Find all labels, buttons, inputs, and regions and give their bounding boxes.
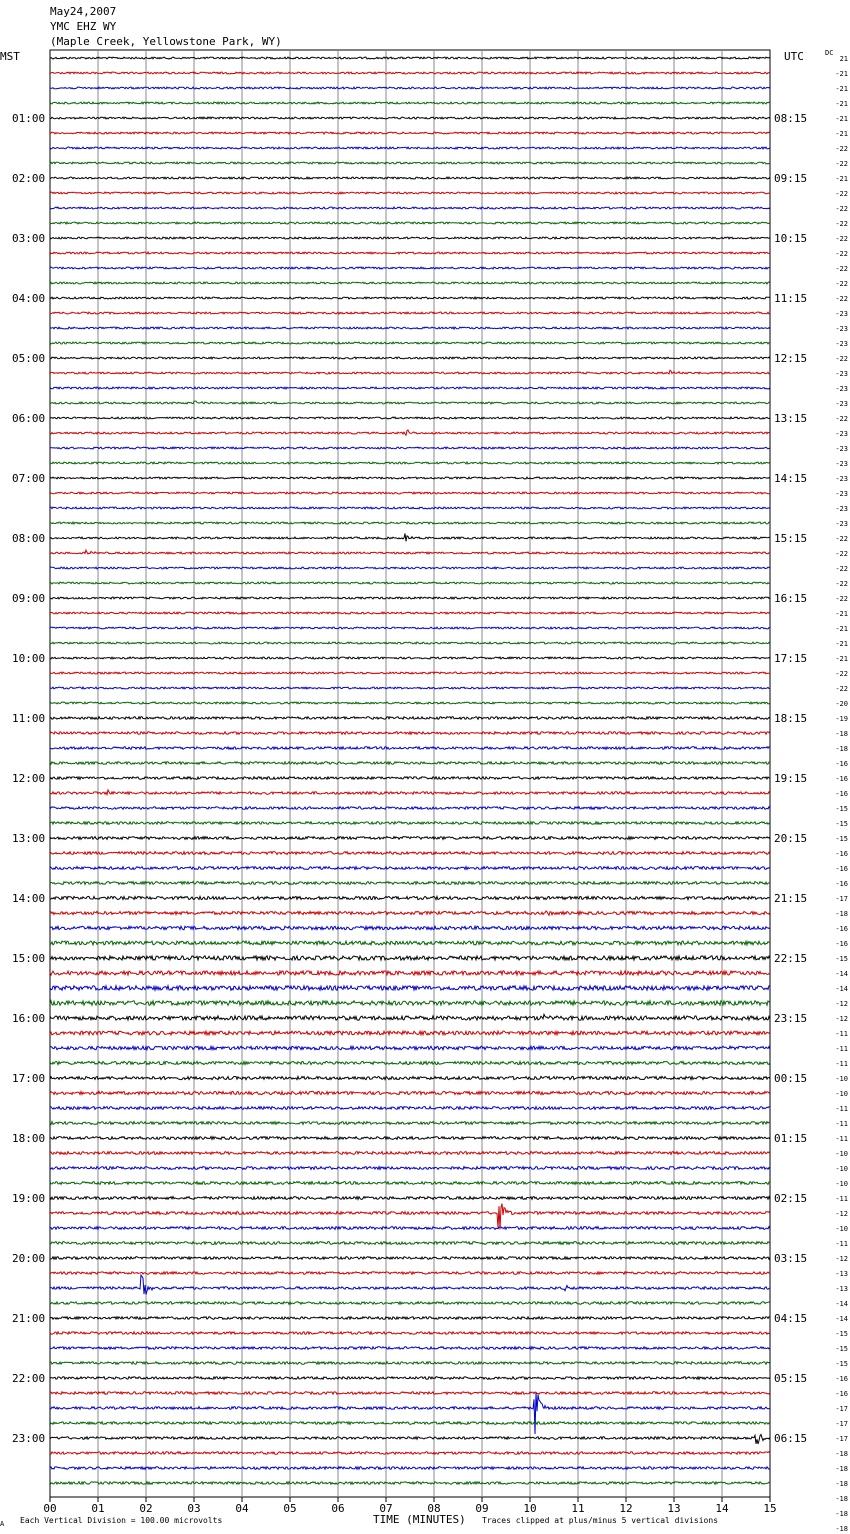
mst-hour-label: 07:00: [12, 472, 46, 485]
mst-hour-label: 06:00: [12, 412, 46, 425]
dc-offset-label: -18: [835, 1525, 848, 1533]
trace-row: [50, 1377, 770, 1380]
trace-row: [50, 732, 770, 735]
trace-row: [50, 941, 770, 945]
trace-row: [50, 507, 770, 509]
x-tick-label: 05: [283, 1502, 297, 1515]
utc-hour-label: 00:15: [774, 1072, 808, 1085]
trace-row: [50, 1422, 770, 1425]
dc-offset-label: -17: [835, 1405, 848, 1413]
trace-row: [50, 1167, 770, 1170]
dc-offset-label: -22: [835, 220, 848, 228]
utc-hour-label: 05:15: [774, 1372, 808, 1385]
dc-offset-label: -21: [835, 85, 848, 93]
trace-row: [50, 1091, 770, 1094]
trace-row: [50, 72, 770, 74]
trace-row: [50, 1152, 770, 1155]
trace-row: [50, 852, 770, 855]
trace-row: [50, 267, 770, 269]
dc-offset-label: -21: [835, 625, 848, 633]
trace-row: [50, 1302, 770, 1305]
x-tick-label: 00: [43, 1502, 57, 1515]
utc-hour-labels: [774, 112, 807, 1445]
trace-row: [50, 162, 770, 164]
dc-offset-label: -14: [835, 985, 848, 993]
trace-row: [50, 102, 770, 104]
dc-offset-label: -10: [835, 1165, 848, 1173]
dc-offset-label: -22: [835, 145, 848, 153]
utc-hour-label: 13:15: [774, 412, 808, 425]
x-tick-label: 11: [571, 1502, 585, 1515]
dc-offset-label: -16: [835, 865, 848, 873]
trace-row: [50, 567, 770, 569]
dc-offset-label: -20: [835, 700, 848, 708]
dc-offset-label: -18: [835, 1450, 848, 1458]
trace-row: [50, 177, 770, 179]
trace-row: [50, 747, 770, 750]
dc-offset-label: -15: [835, 1330, 848, 1338]
trace-row: [50, 1347, 770, 1350]
mst-hour-label: 11:00: [12, 712, 46, 725]
minute-grid: [50, 50, 770, 1497]
dc-offset-label: -23: [835, 385, 848, 393]
dc-offset-label: -16: [835, 925, 848, 933]
dc-offset-label: -21: [835, 70, 848, 78]
dc-offset-label: -16: [835, 775, 848, 783]
trace-row: [50, 986, 770, 990]
trace-row: [50, 582, 770, 584]
x-tick-label: 10: [523, 1502, 537, 1515]
dc-offset-label: -16: [835, 880, 848, 888]
dc-offset-label: -22: [835, 535, 848, 543]
dc-offset-label: -16: [835, 940, 848, 948]
utc-hour-label: 21:15: [774, 892, 808, 905]
trace-row: [50, 971, 770, 975]
dc-offset-label: -17: [835, 1435, 848, 1443]
trace-row: [50, 342, 770, 344]
utc-hour-label: 12:15: [774, 352, 808, 365]
dc-offset-label: -11: [835, 1240, 848, 1248]
trace-row: [50, 926, 770, 930]
trace-row: [50, 762, 770, 765]
trace-row: [50, 1317, 770, 1320]
trace-row: [50, 1046, 770, 1050]
trace-row: [50, 237, 770, 239]
dc-offset-label: -21: [835, 610, 848, 618]
dc-label: DC: [825, 49, 834, 57]
mst-hour-label: 21:00: [12, 1312, 46, 1325]
dc-offset-label: -22: [835, 295, 848, 303]
mst-hour-label: 08:00: [12, 532, 46, 545]
trace-row: [50, 401, 770, 404]
utc-hour-label: 02:15: [774, 1192, 808, 1205]
mst-hour-label: 14:00: [12, 892, 46, 905]
trace-row: [50, 1467, 770, 1470]
trace-row: [50, 1227, 770, 1230]
dc-offset-label: -16: [835, 760, 848, 768]
mst-hour-label: 22:00: [12, 1372, 46, 1385]
dc-offset-label: -22: [835, 160, 848, 168]
x-tick-label: 13: [667, 1502, 681, 1515]
dc-offset-label: -22: [835, 415, 848, 423]
mst-hour-labels: [12, 112, 45, 1445]
trace-row: [50, 417, 770, 419]
trace-row: [50, 822, 770, 825]
dc-offset-label: -22: [835, 265, 848, 273]
x-tick-label: 01: [91, 1502, 105, 1515]
dc-offset-label: -12: [835, 1000, 848, 1008]
mst-hour-label: 03:00: [12, 232, 46, 245]
utc-hour-label: 17:15: [774, 652, 808, 665]
trace-row: [50, 642, 770, 644]
trace-row: [50, 87, 770, 89]
mst-hour-label: 17:00: [12, 1072, 46, 1085]
dc-offset-label: -16: [835, 850, 848, 858]
trace-row: [50, 627, 770, 629]
dc-offset-label: -22: [835, 595, 848, 603]
dc-offset-label: -21: [835, 640, 848, 648]
utc-hour-label: 01:15: [774, 1132, 808, 1145]
utc-hour-label: 06:15: [774, 1432, 808, 1445]
utc-hour-label: 09:15: [774, 172, 808, 185]
mst-hour-label: 18:00: [12, 1132, 46, 1145]
dc-offset-label: -21: [835, 175, 848, 183]
trace-row: [50, 672, 770, 674]
utc-hour-label: 18:15: [774, 712, 808, 725]
x-tick-label: 04: [235, 1502, 249, 1515]
mst-hour-label: 13:00: [12, 832, 46, 845]
trace-row: [50, 1031, 770, 1035]
dc-offset-label: -23: [835, 370, 848, 378]
footer-clip-note: Traces clipped at plus/minus 5 vertical divisions: [482, 1516, 719, 1525]
dc-offset-label: -23: [835, 310, 848, 318]
trace-row: [50, 1197, 770, 1200]
dc-offset-label: -16: [835, 1375, 848, 1383]
trace-row: [50, 702, 770, 704]
x-tick-label: 15: [763, 1502, 777, 1515]
dc-offset-label: -22: [835, 685, 848, 693]
utc-hour-label: 15:15: [774, 532, 808, 545]
dc-offset-label: -22: [835, 235, 848, 243]
dc-offset-label: -21: [835, 655, 848, 663]
mst-hour-label: 02:00: [12, 172, 46, 185]
trace-row: [50, 1204, 770, 1230]
trace-row: [50, 252, 770, 254]
x-tick-label: 08: [427, 1502, 441, 1515]
trace-row: [50, 192, 770, 194]
dc-offset-label: -15: [835, 805, 848, 813]
dc-offset-label: -23: [835, 445, 848, 453]
dc-offset-label: -18: [835, 745, 848, 753]
trace-row: [50, 522, 770, 524]
mst-hour-label: 12:00: [12, 772, 46, 785]
dc-offset-label: -13: [835, 1270, 848, 1278]
dc-offset-label: -22: [835, 550, 848, 558]
footer-scale-note: Each Vertical Division = 100.00 microvolts: [20, 1516, 223, 1525]
trace-row: [50, 1122, 770, 1125]
mst-hour-label: 16:00: [12, 1012, 46, 1025]
dc-offset-label: -10: [835, 1225, 848, 1233]
mst-hour-label: 10:00: [12, 652, 46, 665]
dc-offset-label: -10: [835, 1090, 848, 1098]
utc-hour-label: 19:15: [774, 772, 808, 785]
trace-group: [50, 57, 770, 1484]
trace-row: [50, 387, 770, 389]
plot-frame: [50, 50, 770, 1497]
utc-hour-label: 14:15: [774, 472, 808, 485]
dc-offset-label: -14: [835, 970, 848, 978]
mst-hour-label: 09:00: [12, 592, 46, 605]
x-tick-label: 02: [139, 1502, 153, 1515]
dc-offset-label: -23: [835, 520, 848, 528]
corner-mark: A: [0, 1520, 5, 1528]
dc-offset-label: -18: [835, 1510, 848, 1518]
trace-row: [50, 1182, 770, 1185]
dc-offset-labels: [835, 55, 848, 1534]
station-label: YMC EHZ WY: [50, 20, 117, 33]
dc-offset-label: -22: [835, 280, 848, 288]
utc-hour-label: 22:15: [774, 952, 808, 965]
dc-offset-label: -15: [835, 955, 848, 963]
dc-offset-label: -15: [835, 1360, 848, 1368]
trace-row: [50, 896, 770, 899]
trace-row: [50, 1482, 770, 1485]
dc-offset-label: -11: [835, 1105, 848, 1113]
trace-row: [50, 837, 770, 840]
dc-offset-label: -17: [835, 895, 848, 903]
trace-row: [50, 956, 770, 960]
utc-hour-label: 11:15: [774, 292, 808, 305]
mst-hour-label: 19:00: [12, 1192, 46, 1205]
trace-row: [50, 1257, 770, 1260]
mst-hour-label: 23:00: [12, 1432, 46, 1445]
dc-offset-label: -22: [835, 580, 848, 588]
dc-offset-label: -22: [835, 355, 848, 363]
trace-row: [50, 657, 770, 659]
dc-offset-label: -10: [835, 1075, 848, 1083]
dc-offset-label: -15: [835, 820, 848, 828]
trace-row: [50, 790, 770, 795]
dc-offset-label: -22: [835, 190, 848, 198]
dc-offset-label: -19: [835, 715, 848, 723]
trace-row: [50, 447, 770, 449]
dc-offset-label: -13: [835, 1285, 848, 1293]
utc-hour-label: 16:15: [774, 592, 808, 605]
x-tick-label: 06: [331, 1502, 345, 1515]
dc-offset-label: -15: [835, 835, 848, 843]
trace-row: [50, 132, 770, 134]
trace-row: [50, 357, 770, 359]
dc-offset-label: -23: [835, 325, 848, 333]
mst-hour-label: 15:00: [12, 952, 46, 965]
trace-row: [50, 462, 770, 464]
utc-hour-label: 04:15: [774, 1312, 808, 1325]
trace-row: [50, 1107, 770, 1110]
trace-row: [50, 717, 770, 720]
right-timezone-label: UTC: [784, 50, 804, 63]
trace-row: [50, 1452, 770, 1455]
x-tick-label: 14: [715, 1502, 729, 1515]
dc-offset-label: -14: [835, 1300, 848, 1308]
dc-offset-label: -18: [835, 1480, 848, 1488]
trace-row: [50, 222, 770, 224]
mst-hour-label: 20:00: [12, 1252, 46, 1265]
dc-offset-label: -22: [835, 670, 848, 678]
mst-hour-label: 01:00: [12, 112, 46, 125]
dc-offset-label: -23: [835, 340, 848, 348]
x-tick-label: 07: [379, 1502, 393, 1515]
dc-offset-label: -16: [835, 790, 848, 798]
trace-row: [50, 911, 770, 915]
dc-offset-label: -17: [835, 1420, 848, 1428]
dc-offset-label: -22: [835, 205, 848, 213]
trace-row: [50, 327, 770, 329]
dc-offset-label: -18: [835, 910, 848, 918]
utc-hour-label: 08:15: [774, 112, 808, 125]
trace-row: [50, 882, 770, 885]
dc-offset-label: -22: [835, 565, 848, 573]
dc-offset-label: -21: [835, 100, 848, 108]
x-tick-label: 12: [619, 1502, 633, 1515]
dc-offset-label: -23: [835, 430, 848, 438]
dc-offset-label: -21: [835, 130, 848, 138]
trace-row: [50, 477, 770, 479]
trace-row: [50, 1076, 770, 1079]
trace-row: [50, 1014, 770, 1020]
trace-row: [50, 867, 770, 870]
dc-offset-label: -22: [835, 250, 848, 258]
trace-row: [50, 550, 770, 554]
utc-hour-label: 23:15: [774, 1012, 808, 1025]
trace-row: [50, 1332, 770, 1335]
dc-offset-label: 21: [839, 55, 848, 63]
trace-row: [50, 117, 770, 119]
dc-offset-label: -18: [835, 1495, 848, 1503]
location-label: (Maple Creek, Yellowstone Park, WY): [50, 35, 282, 48]
trace-row: [50, 1393, 770, 1434]
trace-row: [50, 687, 770, 689]
dc-offset-label: -18: [835, 1465, 848, 1473]
trace-row: [50, 370, 770, 374]
trace-row: [50, 1392, 770, 1395]
dc-offset-label: -23: [835, 475, 848, 483]
dc-offset-label: -12: [835, 1015, 848, 1023]
trace-row: [50, 147, 770, 149]
dc-offset-label: -11: [835, 1060, 848, 1068]
trace-row: [50, 777, 770, 780]
dc-offset-label: -21: [835, 115, 848, 123]
utc-hour-label: 20:15: [774, 832, 808, 845]
trace-row: [50, 1061, 770, 1064]
trace-row: [50, 312, 770, 314]
dc-offset-label: -11: [835, 1045, 848, 1053]
trace-row: [50, 597, 770, 599]
dc-offset-label: -11: [835, 1030, 848, 1038]
trace-row: [50, 1137, 770, 1140]
trace-row: [50, 492, 770, 494]
trace-row: [50, 207, 770, 209]
dc-offset-label: -10: [835, 1180, 848, 1188]
utc-hour-label: 10:15: [774, 232, 808, 245]
dc-offset-label: -23: [835, 400, 848, 408]
trace-row: [50, 807, 770, 810]
utc-hour-label: 03:15: [774, 1252, 808, 1265]
dc-offset-label: -23: [835, 505, 848, 513]
trace-row: [50, 1272, 770, 1275]
trace-row: [50, 1242, 770, 1245]
mst-hour-label: 04:00: [12, 292, 46, 305]
dc-offset-label: -23: [835, 460, 848, 468]
trace-row: [50, 1435, 770, 1445]
x-axis-title: TIME (MINUTES): [373, 1513, 466, 1526]
x-tick-label: 09: [475, 1502, 489, 1515]
x-tick-label: 03: [187, 1502, 201, 1515]
trace-row: [50, 612, 770, 614]
trace-row: [50, 534, 770, 542]
left-timezone-label: MST: [0, 50, 20, 63]
dc-offset-label: -12: [835, 1210, 848, 1218]
dc-offset-label: -11: [835, 1120, 848, 1128]
date-label: May24,2007: [50, 5, 117, 18]
dc-offset-label: -12: [835, 1255, 848, 1263]
dc-offset-label: -16: [835, 1390, 848, 1398]
trace-row: [50, 430, 770, 435]
mst-hour-label: 05:00: [12, 352, 46, 365]
dc-offset-label: -11: [835, 1195, 848, 1203]
dc-offset-label: -10: [835, 1150, 848, 1158]
trace-row: [50, 1362, 770, 1365]
trace-row: [50, 57, 770, 59]
dc-offset-label: -15: [835, 1345, 848, 1353]
trace-row: [50, 1001, 770, 1005]
dc-offset-label: -11: [835, 1135, 848, 1143]
trace-row: [50, 282, 770, 284]
trace-row: [50, 1275, 770, 1295]
trace-row: [50, 297, 770, 299]
dc-offset-label: -14: [835, 1315, 848, 1323]
dc-offset-label: -23: [835, 490, 848, 498]
dc-offset-label: -18: [835, 730, 848, 738]
